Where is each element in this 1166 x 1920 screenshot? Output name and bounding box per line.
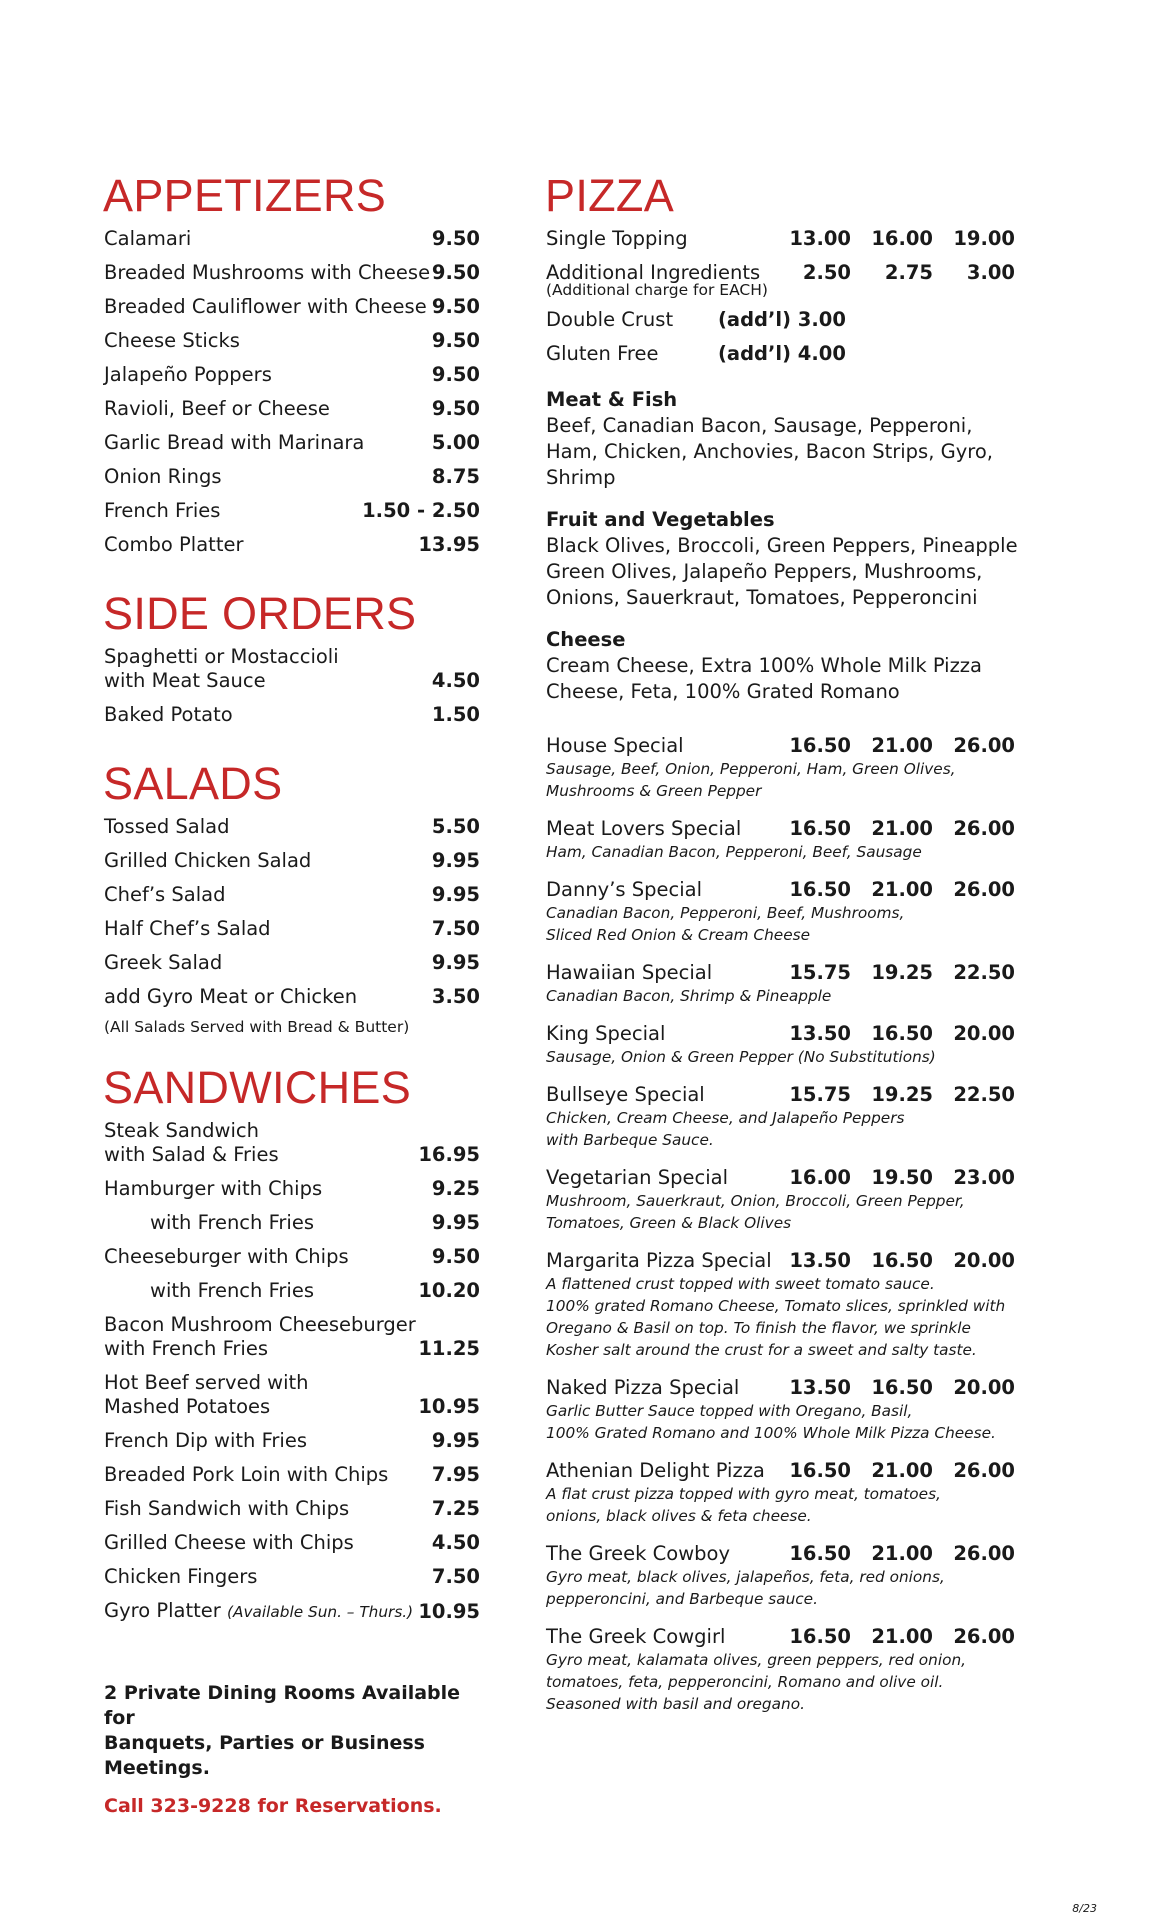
category-text: Beef, Canadian Bacon, Sausage, Pepperoni, Ham, Chicken, Anchovies, Bacon Strips, Gyro, Shrimp <box>546 414 993 489</box>
salads-heading: SALADS <box>103 758 283 809</box>
menu-item: Hamburger with Chips 9.25 <box>104 1177 480 1200</box>
menu-item: Half Chef’s Salad 7.50 <box>104 917 480 940</box>
menu-item: Grilled Cheese with Chips 4.50 <box>104 1531 480 1554</box>
menu-item: Jalapeño Poppers 9.50 <box>104 363 480 386</box>
side-orders-list <box>104 640 480 732</box>
pizza-price-row: Single Topping 13.00 16.00 19.00 <box>546 227 1015 250</box>
menu-item: Hot Beef served with Mashed Potatoes 10.95 <box>104 1371 480 1418</box>
side-orders-section <box>104 590 480 732</box>
menu-item: Breaded Cauliflower with Cheese 9.50 <box>104 295 480 318</box>
special-description: A flattened crust topped with sweet tomato sauce. 100% grated Romano Cheese, Tomato slices, sprinkled with Oregano & Basil on top. To finish the flavor, we sprinkle Kosher salt around the crust for a sweet and salty taste. <box>546 1275 1006 1359</box>
menu-item: Baked Potato 1.50 <box>104 703 480 726</box>
category-text: Cream Cheese, Extra 100% Whole Milk Pizza Cheese, Feta, 100% Grated Romano <box>546 654 982 703</box>
pizza-specials <box>546 731 1022 1715</box>
menu-item: Fish Sandwich with Chips 7.25 <box>104 1497 480 1520</box>
appetizers-heading: APPETIZERS <box>103 170 387 221</box>
page-number: 8/23 <box>1072 1902 1097 1915</box>
category-title: Fruit and Vegetables <box>546 508 775 531</box>
special-description: Chicken, Cream Cheese, and Jalapeño Peppers with Barbeque Sauce. <box>546 1109 905 1149</box>
pizza-option-row: Gluten Free (add’l) 4.00 <box>546 342 846 365</box>
special-description: Mushroom, Sauerkraut, Onion, Broccoli, Green Pepper, Tomatoes, Green & Black Olives <box>546 1192 965 1232</box>
sandwiches-heading: SANDWICHES <box>103 1062 412 1113</box>
special-description: Gyro meat, kalamata olives, green peppers, red onion, tomatoes, feta, pepperoncini, Romano and olive oil. Seasoned with basil and oregano. <box>546 1651 967 1713</box>
sandwiches-section <box>104 1064 480 1629</box>
menu-item: with French Fries 10.20 <box>150 1279 480 1302</box>
pizza-special: Hawaiian Special 15.75 19.25 22.50 Canadian Bacon, Shrimp & Pineapple <box>546 958 1022 1007</box>
menu-item: Grilled Chicken Salad 9.95 <box>104 849 480 872</box>
pizza-special: Athenian Delight Pizza 16.50 21.00 26.00 A flat crust pizza topped with gyro meat, tomatoes, onions, black olives & feta cheese. <box>546 1456 1022 1527</box>
availability-note: (Available Sun. – Thurs.) <box>227 1603 414 1621</box>
menu-item: French Fries 1.50 - 2.50 <box>104 499 480 522</box>
menu-item: Cheeseburger with Chips 9.50 <box>104 1245 480 1268</box>
pizza-special: Danny’s Special 16.50 21.00 26.00 Canadian Bacon, Pepperoni, Beef, Mushrooms, Sliced Red Onion & Cream Cheese <box>546 875 1022 946</box>
pizza-special: Margarita Pizza Special 13.50 16.50 20.00 A flattened crust topped with sweet tomato sauce. 100% grated Romano Cheese, Tomato slices, sprinkled with Oregano & Basil on top. To finish the flavor, we sprinkle Kosher salt around the crust for a sweet and salty taste. <box>546 1246 1022 1361</box>
pizza-special: The Greek Cowgirl 16.50 21.00 26.00 Gyro meat, kalamata olives, green peppers, red onion, tomatoes, feta, pepperoncini, Romano and olive oil. Seasoned with basil and oregano. <box>546 1622 1022 1715</box>
menu-item: Breaded Mushrooms with Cheese 9.50 <box>104 261 480 284</box>
menu-item: Breaded Pork Loin with Chips 7.95 <box>104 1463 480 1486</box>
pizza-option-row: Double Crust (add’l) 3.00 <box>546 308 846 331</box>
pizza-special: House Special 16.50 21.00 26.00 Sausage, Beef, Onion, Pepperoni, Ham, Green Olives, Mushrooms & Green Pepper <box>546 731 1022 802</box>
menu-item: French Dip with Fries 9.95 <box>104 1429 480 1452</box>
additional-note: (Additional charge for EACH) <box>546 281 768 299</box>
reservation-phone: Call 323-9228 for Reservations. <box>104 1795 442 1817</box>
appetizers-section <box>104 172 480 562</box>
menu-item: with French Fries 9.95 <box>150 1211 480 1234</box>
pizza-heading: PIZZA <box>545 170 675 221</box>
special-description: Sausage, Beef, Onion, Pepperoni, Ham, Green Olives, Mushrooms & Green Pepper <box>546 760 956 800</box>
side-orders-heading: SIDE ORDERS <box>103 588 417 639</box>
salads-list <box>104 810 480 1014</box>
menu-item: add Gyro Meat or Chicken 3.50 <box>104 985 480 1008</box>
menu-item: Onion Rings 8.75 <box>104 465 480 488</box>
pizza-special: King Special 13.50 16.50 20.00 Sausage, Onion & Green Pepper (No Substitutions) <box>546 1019 1022 1068</box>
special-description: Garlic Butter Sauce topped with Oregano, Basil, 100% Grated Romano and 100% Whole Milk Pizza Cheese. <box>546 1402 996 1442</box>
special-description: A flat crust pizza topped with gyro meat, tomatoes, onions, black olives & feta cheese. <box>546 1485 941 1525</box>
category-text: Black Olives, Broccoli, Green Peppers, Pineapple Green Olives, Jalapeño Peppers, Mushrooms, Onions, Sauerkraut, Tomatoes, Pepperoncini <box>546 534 1018 609</box>
special-description: Ham, Canadian Bacon, Pepperoni, Beef, Sausage <box>546 843 922 861</box>
right-column <box>546 172 1022 1715</box>
pizza-special: Bullseye Special 15.75 19.25 22.50 Chicken, Cream Cheese, and Jalapeño Peppers with Barbeque Sauce. <box>546 1080 1022 1151</box>
appetizers-list <box>104 222 480 562</box>
menu-item: Garlic Bread with Marinara 5.00 <box>104 431 480 454</box>
menu-item: Calamari 9.50 <box>104 227 480 250</box>
menu-item: Greek Salad 9.95 <box>104 951 480 974</box>
pizza-special: The Greek Cowboy 16.50 21.00 26.00 Gyro meat, black olives, jalapeños, feta, red onions, pepperoncini, and Barbeque sauce. <box>546 1539 1022 1610</box>
salads-note: (All Salads Served with Bread & Butter) <box>104 1018 410 1036</box>
private-dining-notice: 2 Private Dining Rooms Available for Banquets, Parties or Business Meetings. <box>104 1682 461 1779</box>
salads-section <box>104 760 480 1036</box>
menu-item: Cheese Sticks 9.50 <box>104 329 480 352</box>
left-column <box>104 172 480 1817</box>
special-description: Sausage, Onion & Green Pepper (No Substitutions) <box>546 1048 936 1066</box>
pizza-special: Meat Lovers Special 16.50 21.00 26.00 Ham, Canadian Bacon, Pepperoni, Beef, Sausage <box>546 814 1022 863</box>
special-description: Canadian Bacon, Shrimp & Pineapple <box>546 987 832 1005</box>
category-title: Meat & Fish <box>546 388 678 411</box>
menu-item: Tossed Salad 5.50 <box>104 815 480 838</box>
menu-item: Bacon Mushroom Cheeseburger with French Fries 11.25 <box>104 1313 480 1360</box>
menu-item: Ravioli, Beef or Cheese 9.50 <box>104 397 480 420</box>
menu-item: Gyro Platter (Available Sun. – Thurs.) 10.95 <box>104 1599 480 1623</box>
category-title: Cheese <box>546 628 626 651</box>
special-description: Canadian Bacon, Pepperoni, Beef, Mushrooms, Sliced Red Onion & Cream Cheese <box>546 904 905 944</box>
pizza-special: Naked Pizza Special 13.50 16.50 20.00 Garlic Butter Sauce topped with Oregano, Basil, 100% Grated Romano and 100% Whole Milk Pizza Cheese. <box>546 1373 1022 1444</box>
special-description: Gyro meat, black olives, jalapeños, feta, red onions, pepperoncini, and Barbeque sauce. <box>546 1568 945 1608</box>
menu-item: Combo Platter 13.95 <box>104 533 480 556</box>
sandwiches-list <box>104 1114 480 1629</box>
pizza-price-row: Additional Ingredients 2.50 2.75 3.00 <box>546 261 1015 284</box>
pizza-special: Vegetarian Special 16.00 19.50 23.00 Mushroom, Sauerkraut, Onion, Broccoli, Green Pepper, Tomatoes, Green & Black Olives <box>546 1163 1022 1234</box>
menu-item: Steak Sandwich with Salad & Fries 16.95 <box>104 1119 480 1166</box>
menu-item: Chicken Fingers 7.50 <box>104 1565 480 1588</box>
menu-item: Chef’s Salad 9.95 <box>104 883 480 906</box>
menu-item: Spaghetti or Mostaccioli with Meat Sauce 4.50 <box>104 645 480 692</box>
topping-categories <box>546 387 1022 705</box>
